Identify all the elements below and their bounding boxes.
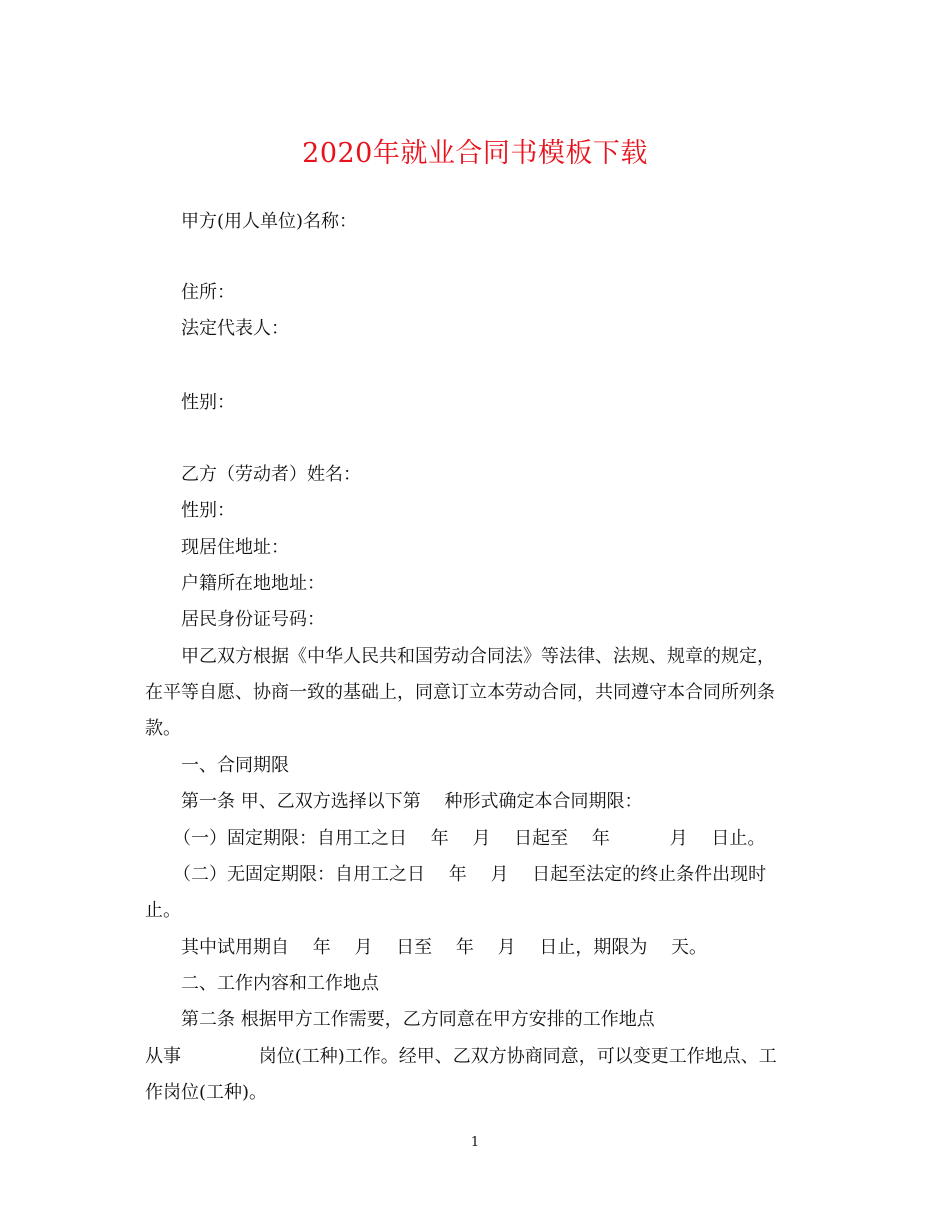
household-address-line: 户籍所在地地址： (181, 573, 325, 594)
page-number: 1 (470, 1135, 480, 1150)
article-1-line: 第一条 甲、乙双方选择以下第 种形式确定本合同期限： (181, 791, 643, 812)
article-2-line-1: 第二条 根据甲方工作需要，乙方同意在甲方安排的工作地点 (181, 1009, 655, 1030)
fixed-term-line: （一）固定期限：自用工之日 年 月 日起至 年 月 日止。 (173, 828, 766, 849)
section-heading-work: 二、工作内容和工作地点 (181, 973, 379, 994)
current-address-line: 现居住地址： (181, 537, 289, 558)
document-title: 2020年就业合同书模板下载 (302, 138, 648, 169)
party-b-name-line: 乙方（劳动者）姓名： (181, 464, 361, 485)
legal-representative-line: 法定代表人： (181, 318, 289, 339)
probation-line: 其中试用期自 年 月 日至 年 月 日止，期限为 天。 (181, 937, 708, 958)
preamble-line-1: 甲乙双方根据《中华人民共和国劳动合同法》等法律、法规、规章的规定， (181, 646, 775, 667)
section-heading-term: 一、合同期限 (181, 755, 289, 776)
party-a-gender-line: 性别： (181, 392, 235, 413)
preamble-line-3: 款。 (145, 718, 181, 739)
article-2-line-2: 从事 岗位(工种)工作。经甲、乙双方协商同意，可以变更工作地点、工 (145, 1046, 777, 1067)
open-term-line-1: （二）无固定期限：自用工之日 年 月 日起至法定的终止条件出现时 (173, 864, 767, 885)
preamble-line-2: 在平等自愿、协商一致的基础上，同意订立本劳动合同，共同遵守本合同所列条 (145, 682, 775, 703)
party-a-name-line: 甲方(用人单位)名称： (181, 211, 358, 232)
article-2-line-3: 作岗位(工种)。 (145, 1082, 268, 1103)
id-number-line: 居民身份证号码： (181, 609, 325, 630)
party-a-address-line: 住所： (181, 282, 235, 303)
open-term-line-2: 止。 (145, 900, 181, 921)
party-b-gender-line: 性别： (181, 500, 235, 521)
